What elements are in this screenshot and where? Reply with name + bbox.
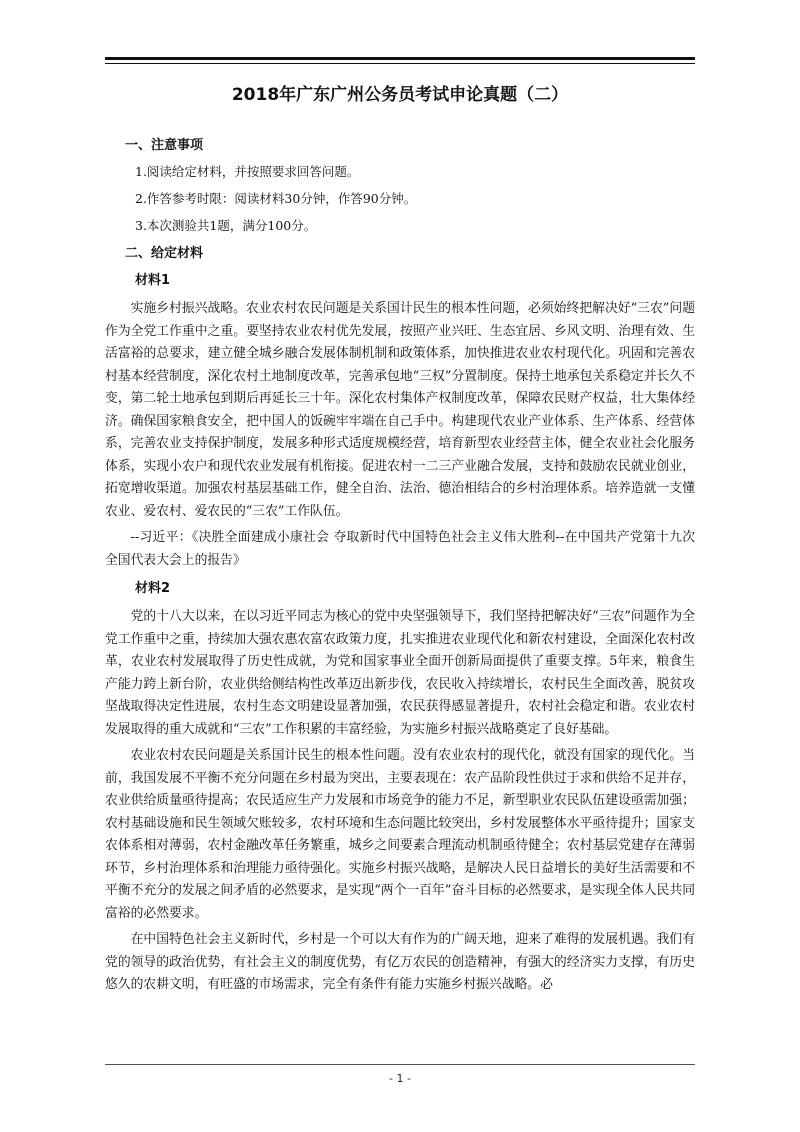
material-2-title: 材料2 [135, 581, 171, 596]
material-2-paragraph: 党的十八大以来，在以习近平同志为核心的党中央坚强领导下，我们坚持把解决好“三农”问题作为全党工作重中之重，持续加大强农惠农富农政策力度，扎实推进农业现代化和新农村建设，全面深化农村改革，农业农村发展取得了历史性成就，为党和国家事业全面开创新局面提供了重要支撑。5年来，粮食生产能力跨上新台阶，农业供给侧结构性改革迈出新步伐，农民收入持续增长，农村民生全面改善，脱贫攻坚战取得决定性进展，农村生态文明建设显著加强，农民获得感显著提升，农村社会稳定和谐。农业农村发展取得的重大成就和“三农”工作积累的丰富经验，为实施乡村振兴战略奠定了良好基础。 [105, 609, 695, 737]
page-number: - 1 - [389, 1072, 411, 1085]
material-2-paragraph: 在中国特色社会主义新时代，乡村是一个可以大有作为的广阔天地，迎来了难得的发展机遇。我们有党的领导的政治优势，有社会主义的制度优势，有亿万农民的创造精神，有强大的经济实力支撑，有历史悠久的农耕文明，有旺盛的市场需求，完全有条件有能力实施乡村振兴战略。必 [105, 932, 695, 992]
document-title: 2018年广东广州公务员考试申论真题（二） [231, 85, 569, 105]
section-heading-materials: 二、给定材料 [125, 246, 204, 261]
footer-rule [105, 1064, 695, 1065]
note-item: 3.本次测验共1题，满分100分。 [135, 218, 317, 233]
document-content [105, 82, 695, 1001]
material-1-source: --习近平：《决胜全面建成小康社会 夺取新时代中国特色社会主义伟大胜利--在中国共产党第十九次全国代表大会上的报告》 [105, 530, 695, 568]
note-item: 2.作答参考时限：阅读材料30分钟，作答90分钟。 [135, 191, 417, 206]
section-heading-notes: 一、注意事项 [125, 138, 204, 153]
material-1-paragraph: 实施乡村振兴战略。农业农村农民问题是关系国计民生的根本性问题，必须始终把解决好“三农”问题作为全党工作重中之重。要坚持农业农村优先发展，按照产业兴旺、生态宜居、乡风文明、治理有效、生活富裕的总要求，建立健全城乡融合发展体制机制和政策体系，加快推进农业农村现代化。巩固和完善农村基本经营制度，深化农村土地制度改革，完善承包地“三权”分置制度。保持土地承包关系稳定并长久不变，第二轮土地承包到期后再延长三十年。深化农村集体产权制度改革，保障农民财产权益，壮大集体经济。确保国家粮食安全，把中国人的饭碗牢牢端在自己手中。构建现代农业产业体系、生产体系、经营体系，完善农业支持保护制度，发展多种形式适度规模经营，培育新型农业经营主体，健全农业社会化服务体系，实现小农户和现代农业发展有机衔接。促进农村一二三产业融合发展，支持和鼓励农民就业创业，拓宽增收渠道。加强农村基层基础工作，健全自治、法治、德治相结合的乡村治理体系。培养造就一支懂农业、爱农村、爱农民的“三农”工作队伍。 [105, 301, 695, 519]
material-2-paragraph: 农业农村农民问题是关系国计民生的根本性问题。没有农业农村的现代化，就没有国家的现代化。当前，我国发展不平衡不充分问题在乡村最为突出，主要表现在：农产品阶段性供过于求和供给不足并存，农业供给质量亟待提高；农民适应生产力发展和市场竞争的能力不足，新型职业农民队伍建设亟需加强；农村基础设施和民生领域欠账较多，农村环境和生态问题比较突出，乡村发展整体水平亟待提升；国家支农体系相对薄弱，农村金融改革任务繁重，城乡之间要素合理流动机制亟待健全；农村基层党建存在薄弱环节，乡村治理体系和治理能力亟待强化。实施乡村振兴战略，是解决人民日益增长的美好生活需要和不平衡不充分的发展之间矛盾的必然要求，是实现“两个一百年”奋斗目标的必然要求，是实现全体人民共同富裕的必然要求。 [105, 748, 695, 921]
material-1-title: 材料1 [135, 273, 171, 288]
note-item: 1.阅读给定材料，并按照要求回答问题。 [135, 164, 360, 179]
header-rule-thick [105, 57, 695, 60]
header-rule-thin [105, 63, 695, 64]
